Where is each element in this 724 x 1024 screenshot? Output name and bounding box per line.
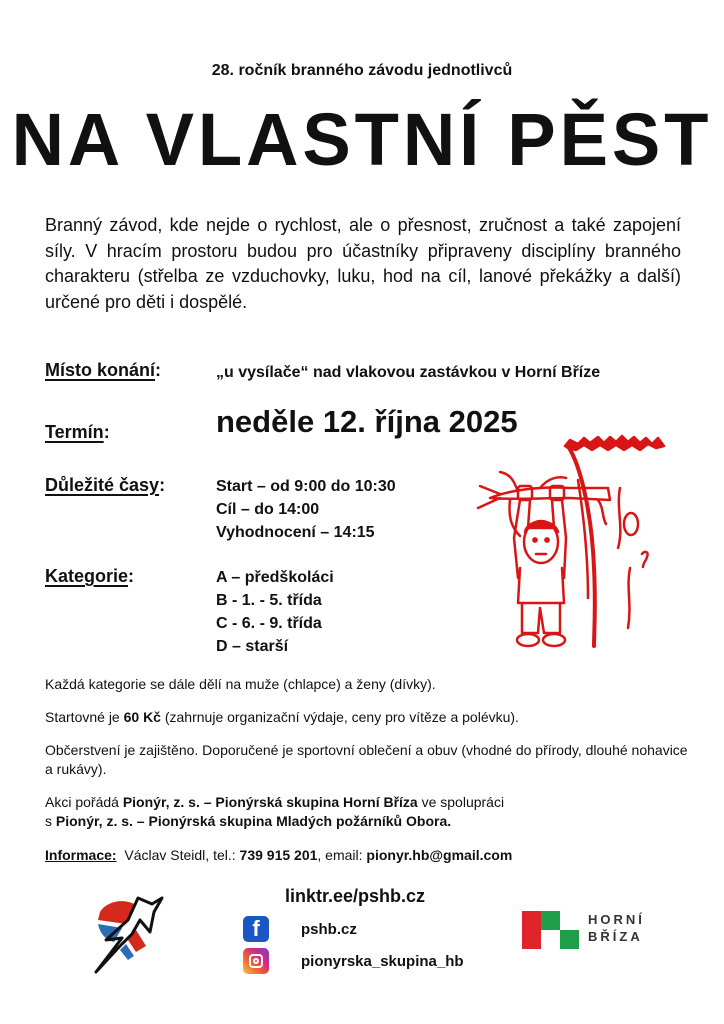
date-label-colon: : [103,422,110,442]
logo-green-block-lower [560,930,579,949]
times-label-colon: : [159,475,166,495]
branch-twig [500,472,518,492]
time-item: Vyhodnocení – 14:15 [216,524,375,541]
contact-label: Informace: [45,847,117,863]
instagram-row[interactable] [243,948,464,974]
tree-bark-line [628,568,630,628]
contact-email-label: , email: [317,847,367,863]
right-shoe [543,634,565,646]
torso [518,568,564,603]
categories-list [216,566,334,658]
tree-knot [624,513,638,535]
categories-gender-note: Každá kategorie se dále dělí na muže (chlapce) a ženy (dívky). [45,676,436,692]
fee-suffix: (zahrnuje organizační výdaje, ceny pro vítěze a polévku). [160,709,519,725]
instagram-handle[interactable]: pionyrska_skupina_hb [301,952,464,970]
hanging-person-illustration [470,428,700,653]
tree-trunk [568,446,595,646]
times-label-text: Důležité časy [45,475,160,495]
date-label [45,422,110,443]
organizer-note [45,793,685,831]
horni-briza-logo-text [588,911,645,945]
venue-value: „u vysílače“ nad vlakovou zastávkou v Horní Bříze [216,364,601,381]
times-list [216,475,396,544]
left-shoe [517,634,539,646]
contact-phone[interactable]: 739 915 201 [239,847,318,863]
branch-twig [478,498,500,508]
category-item: B - 1. - 5. třída [216,592,322,609]
left-arm [514,500,520,578]
event-subtitle: 28. ročník branného závodu jednotlivců [211,62,513,79]
category-item: A – předškoláci [216,569,334,586]
categories-label [45,566,134,587]
tree-bark-line [618,488,620,548]
date-label-text: Termín [45,422,104,442]
event-title: NA VLASTNÍ PĚST [11,98,713,181]
refreshment-note: Občerstvení je zajištěno. Doporučené je sportovní oblečení a obuv (vhodné do přírody, dlouhé nohavice a rukávy). [45,742,688,777]
venue-label-text: Místo konání [45,360,156,380]
contact-email[interactable]: pionyr.hb@gmail.com [366,847,513,863]
eye [533,538,536,541]
branch-twig [480,486,500,494]
facebook-handle[interactable]: pshb.cz [301,920,357,938]
tree-bark-line [598,500,606,524]
intro-paragraph: Branný závod, kde nejde o rychlost, ale o přesnost, zručnost a také zapojení síly. V hracím prostoru budou pro účastníky připraveny disciplíny branného charakteru (střelba ze vzduchovky, luku, hod na cíl, lanové překážky a další) určené pro děti i dospělé. [45,215,681,312]
legs [522,603,560,633]
organizer-text: Akci pořádá [45,794,123,810]
logo-text-line: BŘÍZA [588,929,643,944]
category-item: D – starší [216,638,289,655]
organizer-text: ve spolupráci [417,794,505,810]
logo-text-line: HORNÍ [588,912,645,927]
eye [545,538,548,541]
right-arm [562,500,566,578]
facebook-icon: f [243,916,269,942]
pionyr-logo [92,890,167,975]
logo-green-block [541,911,560,930]
instagram-icon [243,948,269,974]
category-item: C - 6. - 9. třída [216,615,322,632]
fee-prefix: Startovné je [45,709,124,725]
contact-name: Václav Steidl, tel.: [116,847,240,863]
categories-label-text: Kategorie [45,566,129,586]
organizer-text: s [45,813,56,829]
fee-amount: 60 Kč [123,709,161,725]
time-item: Cíl – do 14:00 [216,501,320,518]
logo-red-block [522,911,541,949]
organizer-name: Pionýr, z. s. – Pionýrská skupina Horní Bříza [122,794,418,810]
fee-note [45,708,685,727]
date-value: neděle 12. října 2025 [216,404,518,439]
linktree-link[interactable]: linktr.ee/pshb.cz [285,886,426,906]
times-label [45,475,165,496]
tree-canopy [565,436,664,450]
partner-name: Pionýr, z. s. – Pionýrská skupina Mladých požárníků Obora. [55,813,452,829]
categories-label-colon: : [128,566,135,586]
venue-label-colon: : [155,360,162,380]
logo-blue-stripe-lower [120,944,134,960]
time-item: Start – od 9:00 do 10:30 [216,478,396,495]
horni-briza-logo [522,911,582,949]
venue-label [45,360,161,381]
tree-mark [642,552,648,567]
facebook-row[interactable] [243,916,357,942]
contact-info [45,846,685,865]
